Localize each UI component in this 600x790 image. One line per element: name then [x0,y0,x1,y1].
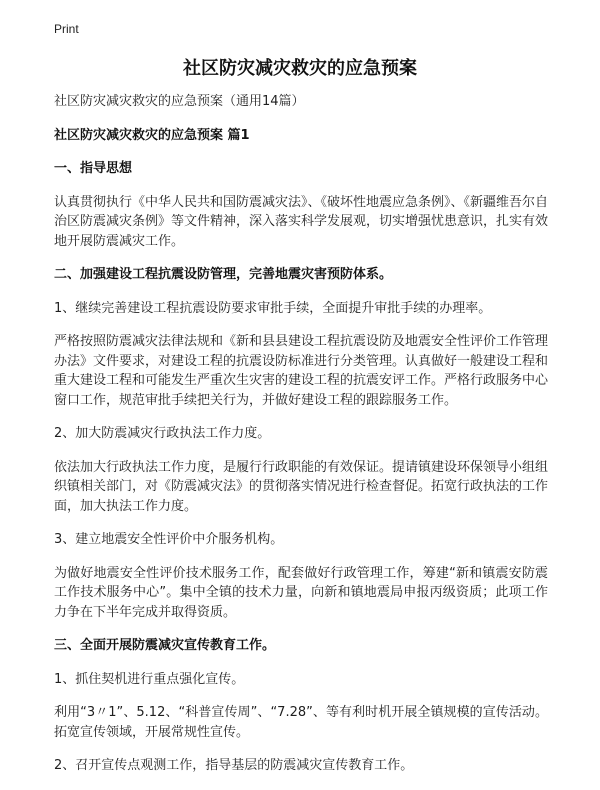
paragraph: 为做好地震安全性评价技术服务工作，配套做好行政管理工作，筹建“新和镇震安防震工作技术服务中心”。集中全镇的技术力量，向新和镇地震局申报丙级资质；此项工作力争在下半年完成并取得资质。 [54,565,548,620]
paragraph: 利用“3〃1”、5.12、“科普宣传周”、“7.28”、等有利时机开展全镇规模的宣传活动。拓宽宣传领域，开展常规性宣传。 [54,705,548,740]
section-heading-1: 一、指导思想 [54,161,133,176]
list-item: 2、加大防震减灾行政执法工作力度。 [54,426,271,441]
page-title: 社区防灾减灾救灾的应急预案 [183,58,417,79]
document-subtitle: 社区防灾减灾救灾的应急预案（通用14篇） [54,94,305,109]
section-heading-2: 二、加强建设工程抗震设防管理，完善地震灾害预防体系。 [54,267,393,282]
paragraph: 依法加大行政执法工作力度，是履行行政职能的有效保证。提请镇建设环保领导小组组织镇相关部门，对《防震减灾法》的贯彻落实情况进行检查督促。拓宽行政执法的工作面，加大执法工作力度。 [54,459,549,514]
section-heading-3: 三、全面开展防震减灾宣传教育工作。 [54,638,276,653]
paragraph: 严格按照防震减灾法律法规和《新和县县建设工程抗震设防及地震安全性评价工作管理办法》文件要求，对建设工程的抗震设防标准进行分类管理。认真做好一般建设工程和重大建设工程和可能发生严重次生灾害的建设工程的抗震安评工作。严格行政服务中心窗口工作，规范审批手续把关行为，并做好建设工程的跟踪服务工作。 [54,334,549,408]
list-item: 2、召开宣传点观测工作，指导基层的防震减灾宣传教育工作。 [54,758,414,773]
document-body [54,92,548,790]
paragraph: 认真贯彻执行《中华人民共和国防震减灾法》、《破坏性地震应急条例》、《新疆维吾尔自治区防震减灾条例》等文件精神，深入落实科学发展观，切实增强忧患意识，扎实有效地开展防震减灾工作。 [54,194,549,249]
article-title: 社区防灾减灾救灾的应急预案 篇1 [54,127,250,143]
print-link[interactable]: Print [54,22,79,36]
list-item: 1、抓住契机进行重点强化宣传。 [54,671,245,687]
list-item: 1、继续完善建设工程抗震设防要求审批手续，全面提升审批手续的办理率。 [54,300,492,316]
list-item: 3、建立地震安全性评价中介服务机构。 [54,532,284,547]
